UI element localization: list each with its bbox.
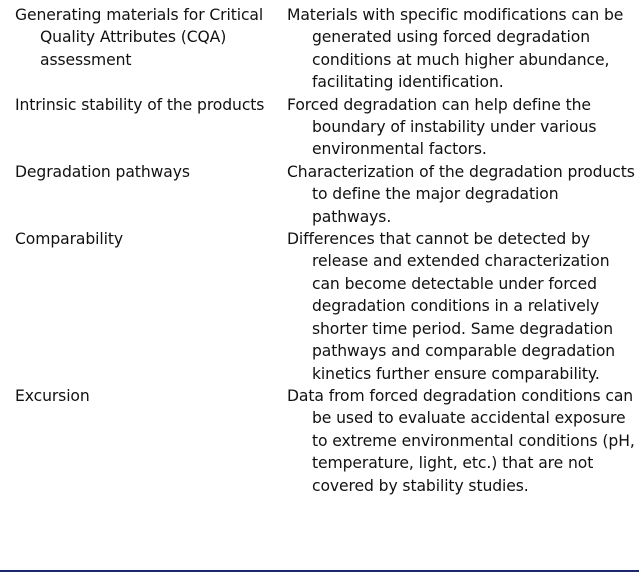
attribute-cell: [0, 161, 286, 183]
table: [0, 4, 639, 497]
table-row: [0, 161, 639, 228]
description-text: Characterization of the degradation products to define the major degradation pathways.: [287, 162, 635, 226]
attribute-cell: [0, 94, 286, 116]
table-row: [0, 4, 639, 94]
attribute-cell: [0, 4, 286, 71]
description-cell: [286, 161, 639, 228]
attribute-text: Comparability: [15, 230, 123, 249]
table-row: [0, 228, 639, 385]
table-row: [0, 385, 639, 497]
attribute-text: Intrinsic stability of the products: [15, 95, 265, 114]
description-cell: [286, 4, 639, 94]
attribute-cell: [0, 228, 286, 250]
table-bottom-rule: [0, 570, 639, 572]
attribute-text: Degradation pathways: [15, 162, 190, 181]
attribute-cell: [0, 385, 286, 407]
description-cell: [286, 228, 639, 385]
description-text: Differences that cannot be detected by release and extended characterization can become detectable under forced degradation conditions in a relatively shorter time period. Same degradation pathways and comparable degradation kinetics further ensure comparability.: [287, 230, 616, 383]
table-row: [0, 94, 639, 161]
attribute-text: Generating materials for Critical Quality Attributes (CQA) assessment: [15, 6, 264, 69]
description-cell: [286, 385, 639, 497]
description-cell: [286, 94, 639, 161]
description-text: Forced degradation can help define the boundary of instability under various environmental factors.: [287, 95, 597, 159]
attribute-text: Excursion: [15, 386, 90, 405]
description-text: Data from forced degradation conditions can be used to evaluate accidental exposure to extreme environmental conditions (pH, temperature, light, etc.) that are not covered by stability studies.: [287, 386, 635, 495]
description-text: Materials with specific modifications can be generated using forced degradation conditions at much higher abundance, facilitating identification.: [287, 6, 624, 92]
